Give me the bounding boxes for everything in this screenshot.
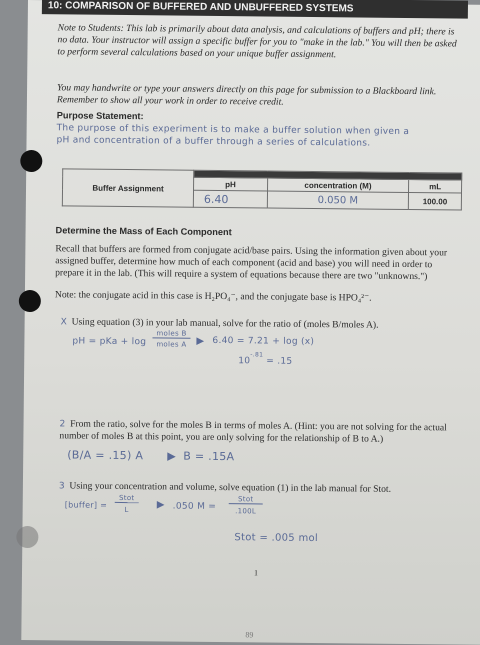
- table-row-label: Buffer Assignment: [62, 169, 193, 207]
- question-1-work: pH = pKa + log moles B moles A ▶ 6.40 = 7.21 + log (x) 10 -.81 = .15: [72, 329, 315, 367]
- recall-paragraph: Recall that buffers are formed from conjugate acid/base pairs. Using the information given about your assigned buffer, determine how much of each component (acid and base) you will need in order to prepare it in the lab. (This will require a system of equations because there are two "unknowns."): [55, 243, 448, 283]
- table-header-concentration: concentration (M): [267, 178, 409, 192]
- purpose-line-1: The purpose of this experiment is to make a buffer solution when given a: [56, 123, 410, 137]
- question-2-work: (B/A = .15) A ▶ B = .15A: [67, 448, 235, 464]
- table-value-ml: 100.00: [408, 192, 461, 210]
- purpose-line-2: pH and concentration of a buffer through a series of calculations.: [56, 135, 371, 149]
- table-header-ml: mL: [409, 179, 462, 193]
- submission-note: You may handwrite or type your answers directly on this page for submission to a Blackboard link. Remember to show all your work in order to receive credit.: [56, 82, 437, 108]
- page-header: 10: COMPARISON OF BUFFERED AND UNBUFFERED SYSTEMS: [42, 0, 468, 19]
- purpose-heading: Purpose Statement:: [56, 110, 144, 122]
- bottom-page-mark: 89: [245, 630, 254, 640]
- conjugate-note: Note: the conjugate acid in this case is H₂PO₄⁻, and the conjugate base is HPO₄²⁻.: [54, 289, 372, 304]
- section-heading: Determine the Mass of Each Component: [55, 225, 232, 238]
- table-value-ph: 6.40: [193, 190, 267, 208]
- page-number: 1: [253, 568, 259, 578]
- worksheet-page: [21, 0, 480, 645]
- question-1-text: X Using equation (3) in your lab manual, solve for the ratio of (moles B/moles A).: [60, 316, 379, 331]
- table-value-concentration: 0.050 M: [267, 191, 409, 209]
- question-3-work: [buffer] = Stot L ▶ .050 M = Stot .100L Stot = .005 mol: [64, 493, 319, 545]
- punch-hole: [20, 150, 42, 172]
- question-3-text: 3 Using your concentration and volume, solve equation (1) in the lab manual for Stot.: [58, 480, 392, 495]
- punch-hole: [16, 526, 38, 548]
- question-2-text: 2 From the ratio, solve for the moles B in terms of moles A. (Hint: you are not solving for the actual number of moles B at this point, you are only solving for the relationship of B to A.): [59, 418, 447, 445]
- table-header-ph: pH: [194, 177, 268, 191]
- note-to-students: Note to Students: This lab is primarily about data analysis, and calculations of buffers and pH; there is no data. Your instructor will assign a specific buffer for you to "make in the lab." You will then be asked to perform several calculations based on your unique buffer assignment.: [57, 22, 457, 61]
- punch-hole: [19, 290, 41, 312]
- buffer-assignment-table: [62, 168, 462, 210]
